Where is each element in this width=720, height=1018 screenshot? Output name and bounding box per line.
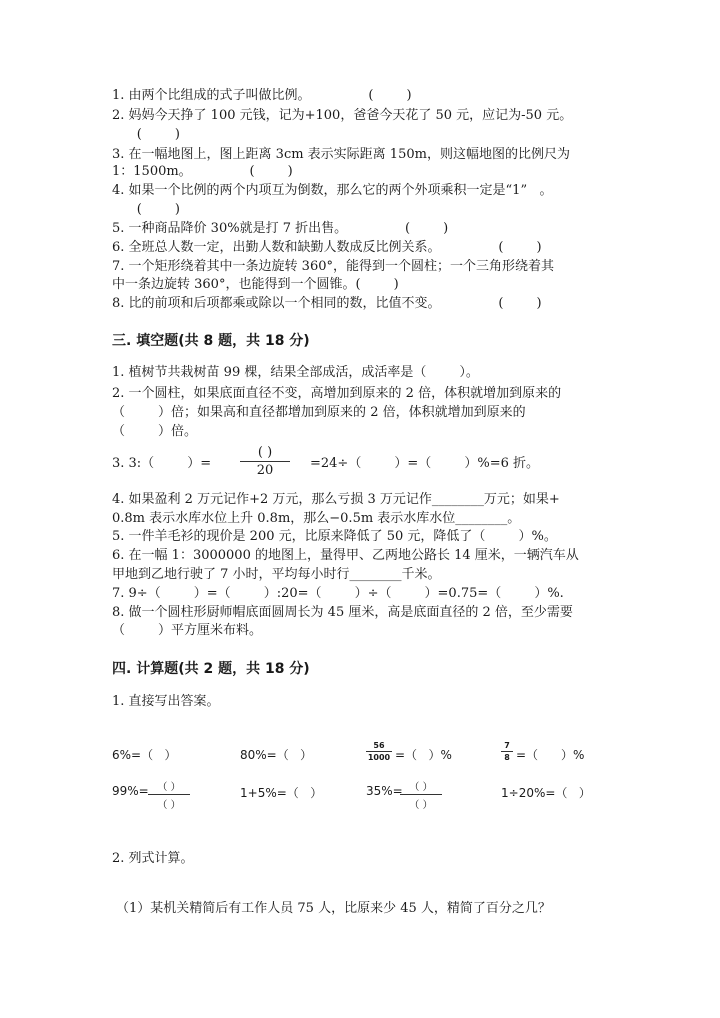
judge-item-3-cont: 1：1500m。 ( )	[112, 164, 293, 179]
fill-item-6: 6. 在一幅 1：3000000 的地图上，量得甲、乙两地公路长 14 厘米，一辆汽车从	[112, 548, 579, 563]
fill-item-3-right: =24÷（ ）=（ ）%=6 折。	[310, 456, 539, 471]
calc-r2-d: 1÷20%=（ ）	[501, 786, 591, 800]
judge-item-2: 2. 妈妈今天挣了 100 元钱，记为+100，爸爸今天花了 50 元，应记为-50 元。	[112, 108, 573, 123]
fill-item-3-fraction	[240, 445, 290, 478]
fraction-numerator: ( )	[240, 445, 290, 462]
calc-r2-a-fraction	[148, 778, 190, 811]
fill-item-4-cont: 0.8m 表示水库水位上升 0.8m，那么−0.5m 表示水库水位________。	[112, 511, 521, 526]
fraction-denominator: 20	[256, 463, 274, 478]
judge-item-6: 6. 全班总人数一定，出勤人数和缺勤人数成反比例关系。 ( )	[112, 240, 542, 255]
judge-item-7: 7. 一个矩形绕着其中一条边旋转 360°，能得到一个圆柱；一个三角形绕着其	[112, 259, 554, 274]
fraction-denominator: （ ）	[157, 800, 181, 811]
calc-r2-a-left: 99%=	[112, 784, 149, 798]
fill-item-2: 2. 一个圆柱，如果底面直径不变，高增加到原来的 2 倍，体积就增加到原来的	[112, 386, 562, 401]
fraction-denominator: 8	[504, 753, 510, 762]
calc-r1-c-tail: =（ ）%	[395, 748, 452, 762]
fill-item-8-cont: （ ）平方厘米布料。	[112, 623, 263, 638]
calc-r1-a: 6%=（ ）	[112, 748, 177, 762]
judge-item-2-blank: ( )	[112, 127, 180, 142]
fill-item-2-cont: （ ）倍；如果高和直径都增加到原来的 2 倍，体积就增加到原来的	[112, 405, 526, 420]
judge-item-4: 4. 如果一个比例的两个内项互为倒数，那么它的两个外项乘积一定是“1” 。	[112, 183, 553, 198]
judge-item-3: 3. 在一幅地图上，图上距离 3cm 表示实际距离 150m，则这幅地图的比例尺为	[112, 147, 570, 162]
fraction-denominator: 1000	[367, 753, 391, 762]
fill-item-6-cont: 甲地到乙地行驶了 7 小时，平均每小时行________千米。	[112, 567, 441, 582]
fill-item-5: 5. 一件羊毛衫的现价是 200 元，比原来降低了 50 元，降低了（ ）%。	[112, 529, 557, 544]
judge-item-8: 8. 比的前项和后项都乘或除以一个相同的数，比值不变。 ( )	[112, 296, 542, 311]
calc-r1-d-fraction	[501, 741, 513, 762]
calc-r2-c-fraction	[400, 778, 442, 811]
fraction-denominator: （ ）	[409, 800, 433, 811]
fill-item-4: 4. 如果盈利 2 万元记作+2 万元，那么亏损 3 万元记作________万元；如果+	[112, 492, 560, 507]
judge-item-5: 5. 一种商品降价 30%就是打 7 折出售。 ( )	[112, 221, 449, 236]
fill-item-1: 1. 植树节共栽树苗 99 棵，结果全部成活，成活率是（ ）。	[112, 365, 479, 380]
judge-item-7-cont: 中一条边旋转 360°，也能得到一个圆锥。( )	[112, 277, 399, 292]
fill-section-heading: 三. 填空题(共 8 题，共 18 分)	[112, 333, 310, 349]
calc-subheading-2: 2. 列式计算。	[112, 851, 194, 866]
fraction-numerator: （ ）	[400, 778, 442, 795]
fraction-numerator: 7	[501, 741, 513, 752]
calc-r2-b: 1+5%=（ ）	[240, 786, 323, 800]
calc-subheading-1: 1. 直接写出答案。	[112, 694, 220, 709]
calc-question-1: （1）某机关精简后有工作人员 75 人，比原来少 45 人，精简了百分之几？	[116, 901, 551, 916]
calc-section-heading: 四. 计算题(共 2 题，共 18 分)	[112, 661, 310, 677]
fill-item-3-left: 3. 3:（ ）=	[112, 456, 212, 471]
judge-item-4-blank: ( )	[112, 202, 180, 217]
fill-item-8: 8. 做一个圆柱形厨师帽底面圆周长为 45 厘米，高是底面直径的 2 倍，至少需要	[112, 605, 573, 620]
fraction-numerator: 56	[366, 741, 392, 752]
calc-r2-c-left: 35%=	[366, 784, 403, 798]
calc-r1-b: 80%=（ ）	[240, 748, 313, 762]
fraction-numerator: （ ）	[148, 778, 190, 795]
calc-r1-c-fraction	[366, 741, 392, 762]
judge-item-1: 1. 由两个比组成的式子叫做比例。 ( )	[112, 88, 412, 103]
fill-item-7: 7. 9÷（ ）=（ ）:20=（ ）÷（ ）=0.75=（ ）%.	[112, 586, 564, 601]
fill-item-2-cont2: （ ）倍。	[112, 424, 198, 439]
calc-r1-d-tail: =（ ）%	[516, 748, 585, 762]
